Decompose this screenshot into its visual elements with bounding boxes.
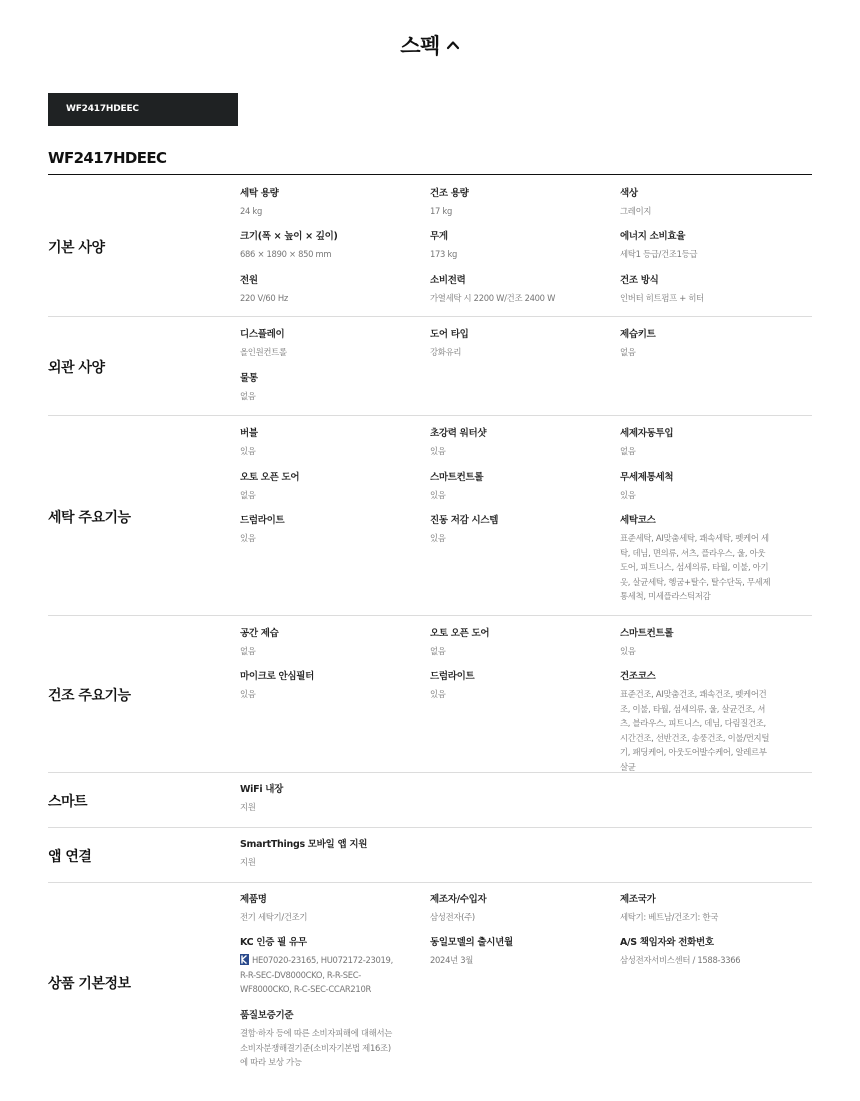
section-title: 외관 사양 — [48, 360, 105, 376]
spec-item — [620, 514, 772, 604]
section-dry — [48, 616, 812, 773]
spec-value: 표준건조, AI맞춤건조, 쾌속건조, 펫케어건조, 이불, 타월, 섬세의류, 울, 살균건조, 셔츠, 블라우스, 피트니스, 데님, 다림질건조, 시간건조, 선반건조, 송풍건조, 이불/먼지털기, 패딩케어, 아웃도어발수케어, 알레르부살균 — [620, 689, 770, 772]
spec-label: 스마트컨트롤 — [430, 472, 484, 483]
section-title: 스마트 — [48, 794, 88, 810]
spec-value: 있음 — [430, 689, 446, 699]
spec-item — [430, 274, 610, 306]
spec-value: 173 kg — [430, 249, 458, 259]
spec-item — [240, 274, 420, 306]
spec-label: 오토 오픈 도어 — [430, 628, 490, 639]
spec-label: 공간 제습 — [240, 628, 279, 639]
spec-item — [240, 187, 420, 219]
spec-label: 동일모델의 출시년월 — [430, 937, 513, 948]
spec-value: 있음 — [430, 533, 446, 543]
spec-value: 686 × 1890 × 850 mm — [240, 249, 332, 259]
spec-item — [620, 427, 800, 459]
spec-label: A/S 책임자와 전화번호 — [620, 937, 714, 948]
spec-value: 있음 — [620, 490, 636, 500]
spec-item — [240, 627, 420, 659]
spec-value: 17 kg — [430, 206, 452, 216]
spec-item — [430, 670, 610, 702]
spec-value: 세탁기: 베트남/건조기: 한국 — [620, 912, 718, 922]
spec-value: HE07020-23165, HU072172-23019, R-R-SEC-DV8000CKO, R-R-SEC-WF8000CKO, R-C-SEC-CCAR210R — [240, 955, 393, 995]
spec-label: WiFi 내장 — [240, 784, 284, 795]
spec-item — [240, 670, 420, 702]
spec-label: 소비전력 — [430, 275, 466, 286]
spec-item — [620, 627, 800, 659]
spec-label: 디스플레이 — [240, 329, 285, 340]
spec-value: 있음 — [240, 446, 256, 456]
spec-item — [430, 427, 610, 459]
spec-label: 오토 오픈 도어 — [240, 472, 300, 483]
spec-item — [240, 1009, 398, 1070]
spec-item — [620, 471, 800, 503]
spec-item — [240, 230, 420, 262]
spec-label: 전원 — [240, 275, 258, 286]
section-exterior — [48, 317, 812, 416]
spec-value: 24 kg — [240, 206, 262, 216]
chevron-up-icon — [446, 38, 460, 52]
spec-value: 강화유리 — [430, 347, 462, 357]
model-tab[interactable]: WF2417HDEEC — [48, 93, 238, 126]
spec-value: 전기 세탁기/건조기 — [240, 912, 308, 922]
section-app — [48, 828, 812, 883]
spec-label: 무세제통세척 — [620, 472, 674, 483]
spec-item — [240, 328, 420, 360]
spec-label: 도어 타입 — [430, 329, 469, 340]
spec-label: 제조국가 — [620, 894, 656, 905]
spec-value: 있음 — [240, 533, 256, 543]
spec-value: 올인원컨트롤 — [240, 347, 287, 357]
spec-item — [430, 936, 610, 968]
spec-header — [0, 30, 860, 60]
spec-label: 건조 용량 — [430, 188, 469, 199]
section-smart — [48, 773, 812, 828]
spec-item — [430, 230, 610, 262]
spec-item — [240, 936, 398, 997]
section-title: 앱 연결 — [48, 849, 92, 865]
spec-value: 없음 — [620, 347, 636, 357]
section-title: 건조 주요기능 — [48, 688, 131, 704]
section-product — [48, 883, 812, 1093]
spec-label: 제품명 — [240, 894, 267, 905]
spec-value: 220 V/60 Hz — [240, 293, 288, 303]
spec-value: 결함·하자 등에 따른 소비자피해에 대해서는 소비자분쟁해결기준(소비자기본법 제16조)에 따라 보상 가능 — [240, 1028, 393, 1068]
spec-item — [620, 893, 800, 925]
spec-item — [620, 936, 800, 968]
spec-label: 드럼라이트 — [430, 671, 475, 682]
spec-toggle[interactable] — [400, 30, 460, 60]
spec-label: SmartThings 모바일 앱 지원 — [240, 839, 368, 850]
spec-label: 제습키트 — [620, 329, 656, 340]
section-title: 상품 기본정보 — [48, 976, 131, 992]
spec-value: 삼성전자(주) — [430, 912, 475, 922]
spec-label: 건조 방식 — [620, 275, 659, 286]
spec-title: 스펙 — [400, 34, 440, 58]
spec-label: 세탁코스 — [620, 515, 656, 526]
spec-item — [620, 328, 800, 360]
spec-label: 에너지 소비효율 — [620, 231, 686, 242]
spec-value-wrap — [240, 953, 398, 997]
spec-label: 드럼라이트 — [240, 515, 285, 526]
spec-item — [240, 372, 420, 404]
spec-item — [620, 670, 772, 775]
spec-value: 있음 — [430, 446, 446, 456]
section-wash — [48, 416, 812, 616]
spec-value: 없음 — [430, 646, 446, 656]
section-title: 기본 사양 — [48, 240, 105, 256]
spec-value: 인버터 히트펌프 + 히터 — [620, 293, 704, 303]
model-heading: WF2417HDEEC — [48, 149, 167, 167]
section-title: 세탁 주요기능 — [48, 510, 131, 526]
spec-value: 없음 — [240, 391, 256, 401]
spec-label: 품질보증기준 — [240, 1010, 294, 1021]
spec-item — [240, 893, 420, 925]
spec-value: 세탁1 등급/건조1등급 — [620, 249, 698, 259]
spec-item — [430, 893, 610, 925]
spec-value: 지원 — [240, 802, 256, 812]
spec-item — [620, 187, 800, 219]
spec-label: 물통 — [240, 373, 258, 384]
spec-value: 삼성전자서비스센터 / 1588-3366 — [620, 955, 741, 965]
spec-label: 스마트컨트롤 — [620, 628, 674, 639]
spec-value: 없음 — [620, 446, 636, 456]
spec-value: 가열세탁 시 2200 W/건조 2400 W — [430, 293, 556, 303]
spec-value: 지원 — [240, 857, 256, 867]
spec-label: 건조코스 — [620, 671, 656, 682]
spec-item — [240, 838, 540, 870]
spec-label: 무게 — [430, 231, 448, 242]
spec-value: 있음 — [240, 689, 256, 699]
section-basic — [48, 175, 812, 317]
spec-item — [240, 514, 420, 546]
spec-item — [240, 471, 420, 503]
spec-label: KC 인증 필 유무 — [240, 937, 307, 948]
spec-value: 그레이지 — [620, 206, 652, 216]
spec-item — [430, 471, 610, 503]
spec-label: 색상 — [620, 188, 638, 199]
spec-label: 크기(폭 × 높이 × 깊이) — [240, 231, 338, 242]
spec-value: 없음 — [240, 490, 256, 500]
spec-item — [430, 187, 610, 219]
spec-item — [620, 274, 800, 306]
spec-label: 진동 저감 시스템 — [430, 515, 499, 526]
spec-label: 마이크로 안심필터 — [240, 671, 315, 682]
spec-item — [430, 627, 610, 659]
spec-label: 제조자/수입자 — [430, 894, 487, 905]
spec-label: 버블 — [240, 428, 258, 439]
spec-value: 2024년 3월 — [430, 955, 474, 965]
spec-item — [430, 514, 610, 546]
kc-mark-icon — [240, 954, 249, 965]
spec-item — [240, 783, 540, 815]
spec-value: 표준세탁, AI맞춤세탁, 쾌속세탁, 펫케어 세탁, 데님, 면의류, 셔츠, 플라우스, 울, 아웃도어, 피트니스, 섬세의류, 타월, 이불, 아기옷, 살균세탁, 헹굼+탈수, 탈수단독, 무세제통세척, 미세플라스틱저감 — [620, 533, 771, 602]
spec-value: 있음 — [430, 490, 446, 500]
spec-item — [430, 328, 610, 360]
spec-value: 없음 — [240, 646, 256, 656]
spec-item — [240, 427, 420, 459]
spec-item — [620, 230, 800, 262]
spec-label: 세탁 용량 — [240, 188, 279, 199]
spec-label: 세제자동투입 — [620, 428, 674, 439]
spec-value: 있음 — [620, 646, 636, 656]
spec-label: 초강력 워터샷 — [430, 428, 487, 439]
